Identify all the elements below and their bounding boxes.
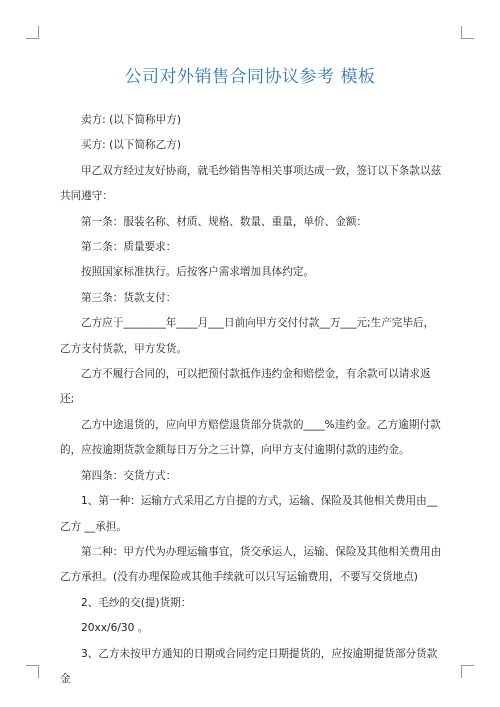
quality-paragraph: 按照国家标准执行。后按客户需求增加具体约定。	[81, 266, 315, 279]
crop-mark-bottom-right	[461, 665, 474, 678]
delivery-option-1: 1、第一种：运输方式采用乙方自提的方式，运输、保险及其他相关费用由__乙方 __承担。	[60, 495, 438, 533]
return-penalty-paragraph: 乙方中途退货的，应向甲方赔偿退货部分货款的____%违约金。乙方逾期付款的，应按逾期货款金额每日万分之三计算，向甲方支付逾期付款的违约金。	[60, 418, 441, 457]
crop-mark-top-right	[461, 26, 474, 39]
article-3-heading: 第三条：货款支付：	[81, 291, 177, 304]
buyer-line: 买方: (以下简称乙方)	[81, 139, 181, 152]
delivery-date-value: 20xx/6/30 。	[81, 622, 149, 635]
crop-mark-bottom-left	[26, 665, 39, 678]
article-2-heading: 第二条：质量要求：	[81, 241, 177, 254]
crop-mark-top-left	[26, 26, 39, 39]
document-body	[60, 108, 443, 692]
preamble-paragraph: 甲乙双方经过友好协商，就毛纱销售等相关事项达成一致，签订以下条款以兹共同遵守：	[60, 164, 442, 203]
delivery-option-2: 第二种：甲方代为办理运输事宜，货交承运人，运输、保险及其他相关费用由乙方承担。(没有办理保险或其他手续就可以只写运输费用，不要写交货地点)	[60, 545, 442, 584]
article-4-heading: 第四条：交货方式：	[81, 469, 177, 482]
article-1-heading: 第一条：服装名称、材质、规格、数量、重量，单价、金额：	[81, 215, 368, 228]
payment-paragraph: 乙方应于________年____月___日前向甲方交付付款__万___元;生产完毕后，乙方支付货款，甲方发货。	[60, 317, 435, 355]
seller-line: 卖方: (以下简称甲方)	[81, 114, 181, 126]
default-paragraph: 乙方不履行合同的，可以把预付款抵作违约金和赔偿金，有余款可以请求返还;	[60, 368, 431, 406]
document-title: 公司对外销售合同协议参考 模板	[124, 67, 376, 87]
delivery-date-heading: 2、毛纱的交(提)货期：	[81, 596, 192, 609]
late-pickup-paragraph: 3、乙方未按甲方通知的日期或合同约定日期提货的，应按逾期提货部分货款金	[60, 647, 438, 685]
